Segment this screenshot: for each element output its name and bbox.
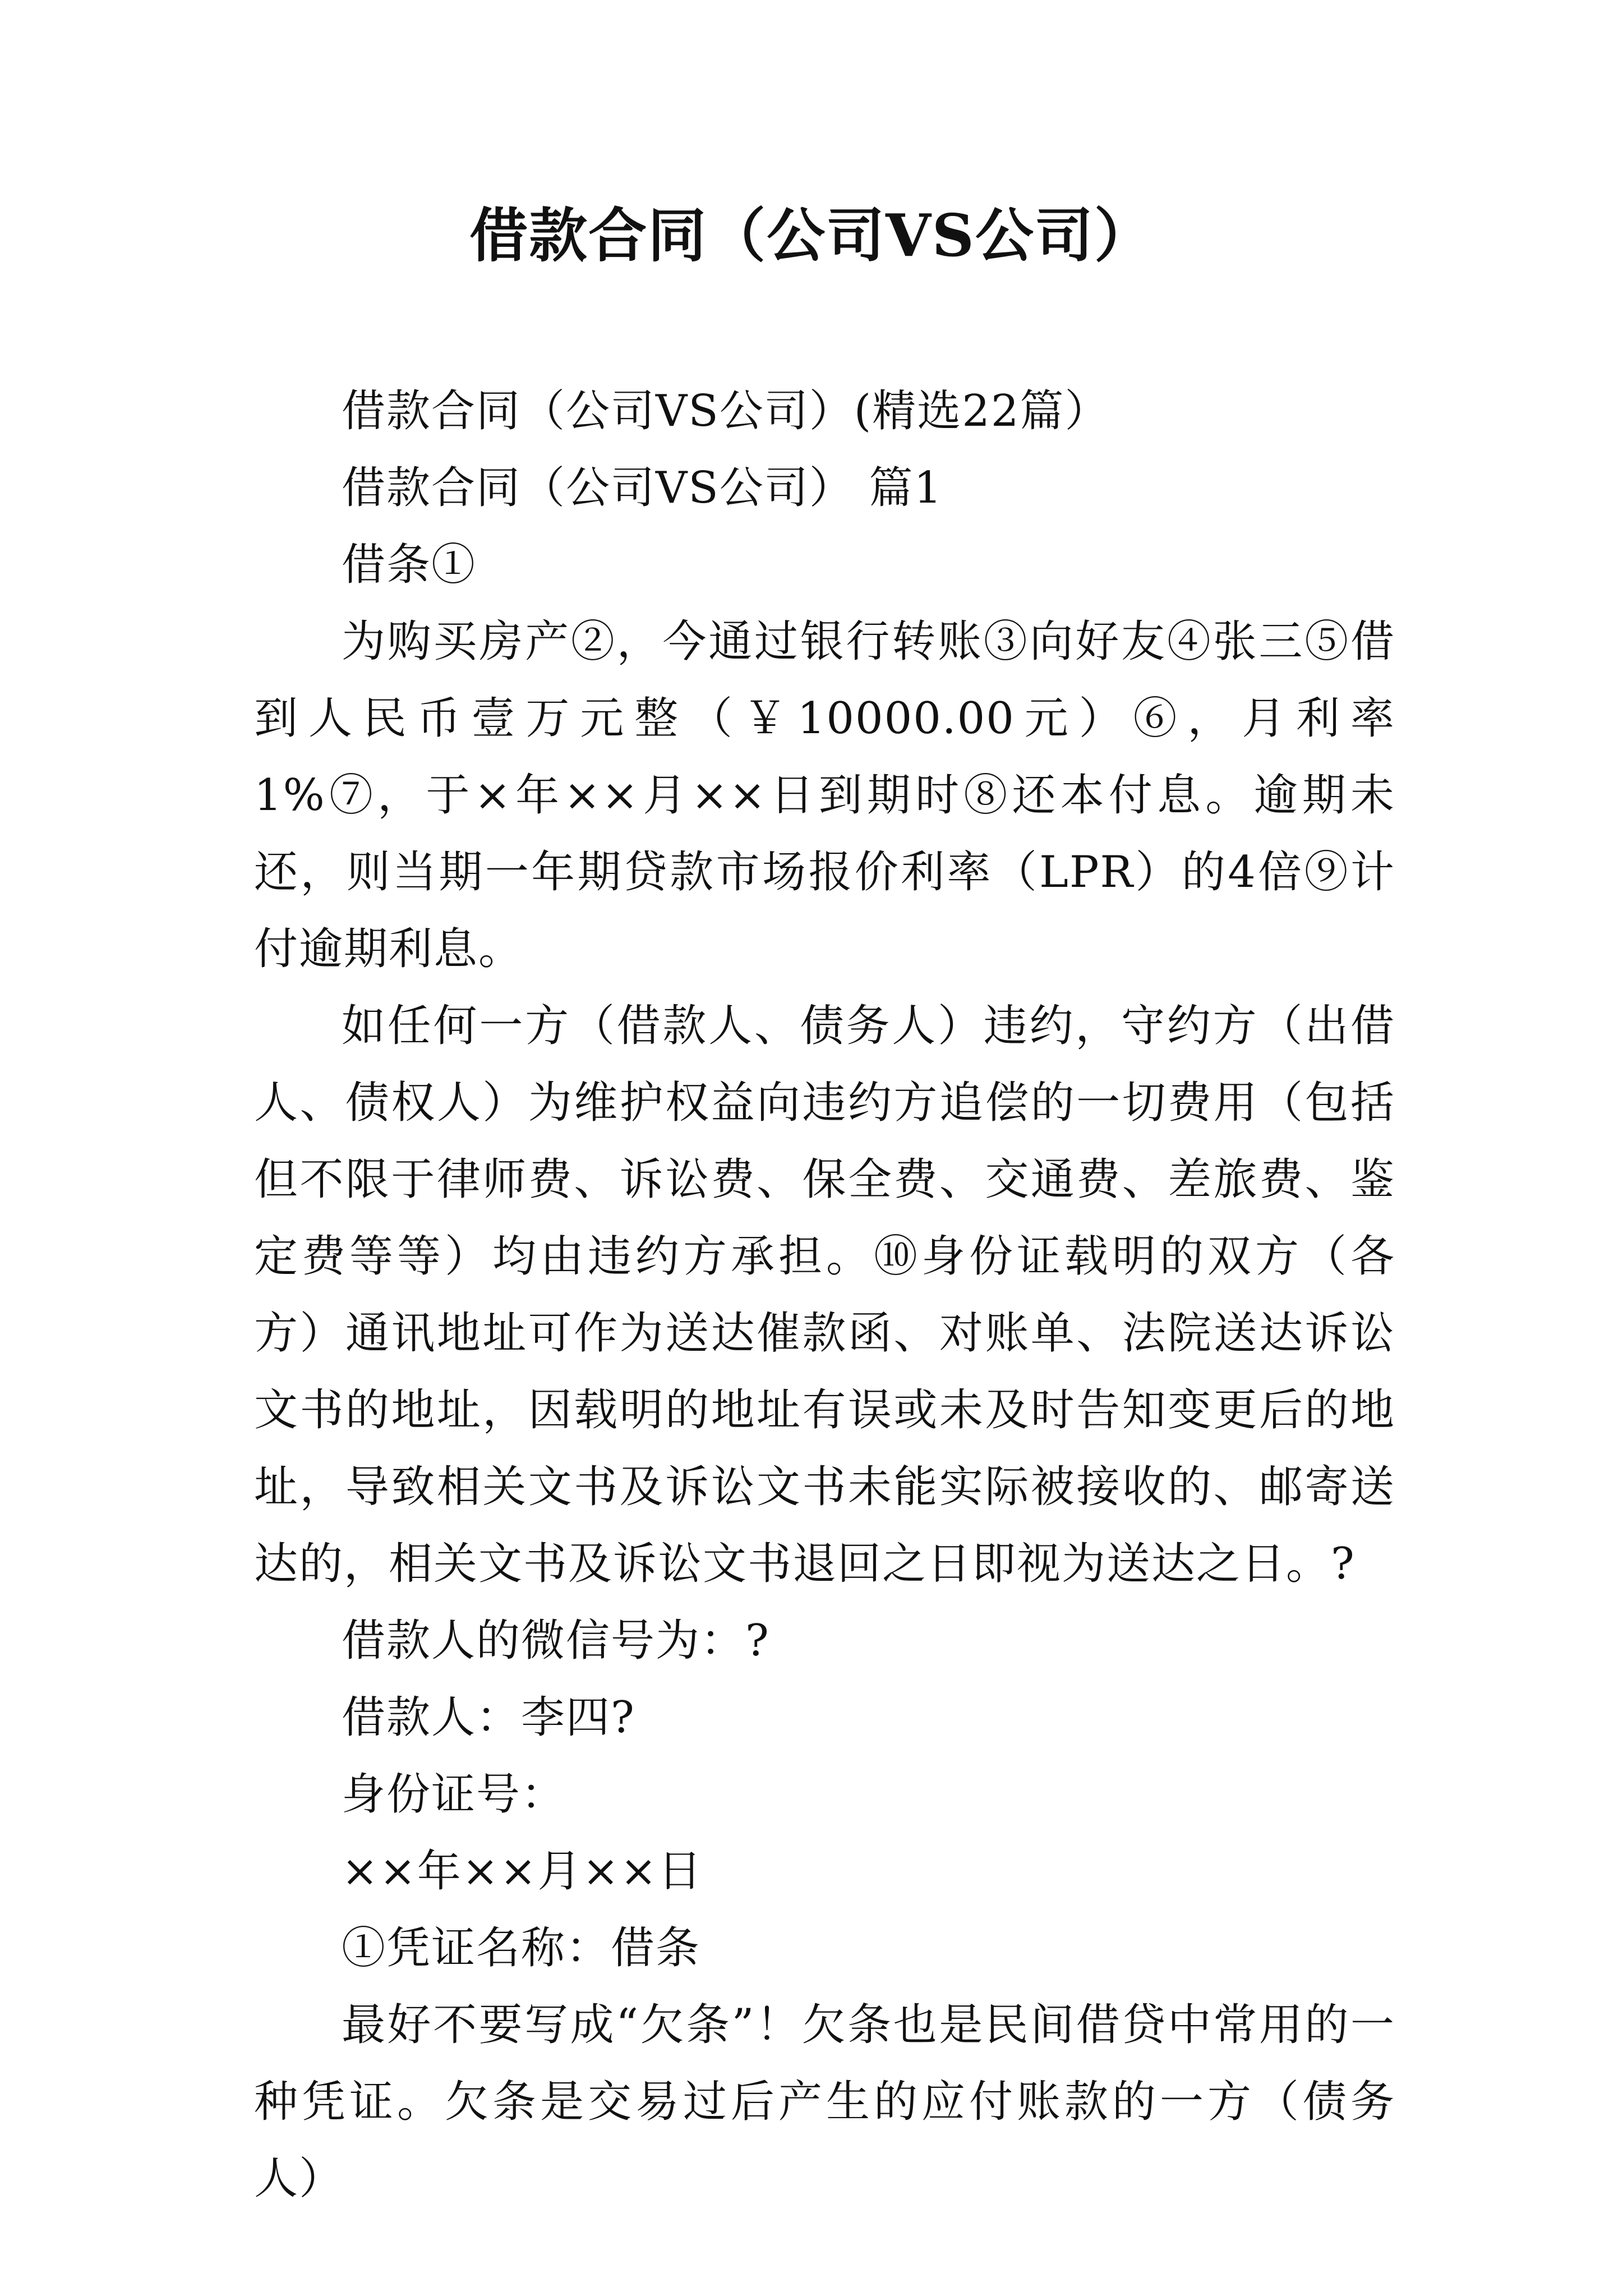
loan-terms-paragraph: 为购买房产②，今通过银行转账③向好友④张三⑤借到人民币壹万元整（￥10000.00元）⑥，月利率1%⑦，于×年××月××日到期时⑧还本付息。逾期未还，则当期一年期贷款市场报价利率（LPR）的4倍⑨计付逾期利息。 <box>254 616 1395 974</box>
date-line: ××年××月××日 <box>342 1846 703 1897</box>
document-title: 借款合同（公司VS公司） <box>469 201 1154 270</box>
document-body <box>254 373 1395 2217</box>
subtitle-paragraph: 借款合同（公司VS公司）(精选22篇） <box>342 386 1110 436</box>
iou-heading: 借条① <box>342 540 477 590</box>
borrower-wechat-line: 借款人的微信号为：? <box>342 1616 770 1666</box>
borrower-name-line: 借款人：李四? <box>342 1692 635 1743</box>
note-1-paragraph: 最好不要写成“欠条”！欠条也是民间借贷中常用的一种凭证。欠条是交易过后产生的应付账款的一方（债务人） <box>254 2000 1395 2204</box>
section-heading: 借款合同（公司VS公司） 篇1 <box>342 463 943 513</box>
id-number-line: 身份证号： <box>342 1769 566 1820</box>
default-clause-paragraph: 如任何一方（借款人、债务人）违约，守约方（出借人、债权人）为维护权益向违约方追偿的一切费用（包括但不限于律师费、诉讼费、保全费、交通费、差旅费、鉴定费等等）均由违约方承担。⑩身份证载明的双方（各方）通讯地址可作为送达催款函、对账单、法院送达诉讼文书的地址，因载明的地址有误或未及时告知变更后的地址，导致相关文书及诉讼文书未能实际被接收的、邮寄送达的，相关文书及诉讼文书退回之日即视为送达之日。? <box>254 1001 1395 1589</box>
note-1-heading: ①凭证名称：借条 <box>342 1923 701 1973</box>
